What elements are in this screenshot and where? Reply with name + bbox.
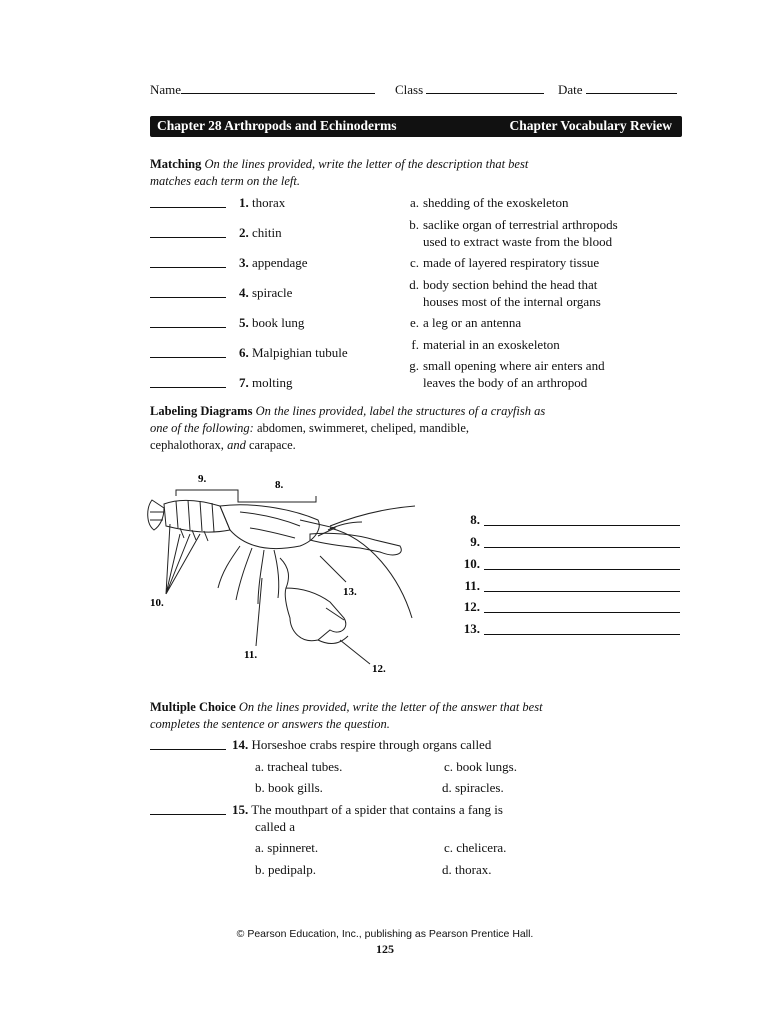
bracket-8 [238,496,316,502]
class-label: Class [395,82,424,97]
crayfish-drawing [148,490,415,664]
q15-option-a: a. spinneret. [255,840,319,855]
answer-blank-3[interactable] [150,267,226,268]
diagram-answer-10[interactable]: 10. [456,556,480,572]
diagram-label-13: 13. [343,586,357,598]
diagram-answer-11[interactable]: 11. [456,578,480,594]
name-line[interactable] [181,82,375,94]
term-item-4: 4. spiracle [239,285,293,300]
class-field[interactable] [395,82,544,98]
description-c: c. made of layered respiratory tissue [409,255,600,270]
answer-blank-6[interactable] [150,357,226,358]
diagram-label-12: 12. [372,663,386,675]
name-label: Name [150,82,182,97]
name-field[interactable] [150,82,375,98]
q14-option-b: b. book gills. [255,780,323,795]
chapter-banner [150,116,682,137]
question-15: 15. The mouthpart of a spider that contains a fang is [232,802,503,817]
description-d: d. body section behind the head that houses most of the internal organs [409,277,601,309]
term-item-2: 2. chitin [239,225,282,240]
diagram-answer-8[interactable]: 8. [456,512,480,528]
diagram-answer-9[interactable]: 9. [456,534,480,550]
page-number: 125 [376,942,394,956]
diagram-label-10: 10. [150,597,164,609]
answer-blank-1[interactable] [150,207,226,208]
diagram-label-8: 8. [275,479,284,491]
description-e: e. a leg or an antenna [409,315,522,330]
q14-option-c: c. book lungs. [444,759,517,774]
term-item-7: 7. molting [239,375,293,390]
term-item-3: 3. appendage [239,255,308,270]
term-item-1: 1. thorax [239,195,286,210]
answer-blank-4[interactable] [150,297,226,298]
labeling-instructions: Labeling Diagrams On the lines provided, label the structures of a crayfish as one of the following: abdomen, swimmeret, cheliped, mandible, cephalothorax, and carapace. [150,404,546,452]
class-line[interactable] [426,82,544,94]
description-b: b. saclike organ of terrestrial arthropods used to extract waste from the blood [409,217,618,249]
date-line[interactable] [586,82,677,94]
copyright-footer: © Pearson Education, Inc., publishing as Pearson Prentice Hall. [236,928,534,940]
chapter-title: Chapter 28 Arthropods and Echinoderms [157,118,397,133]
mc-instructions: Multiple Choice On the lines provided, write the letter of the answer that best completes the sentence or answers the question. [150,700,543,731]
date-label: Date [558,82,583,97]
crayfish-diagram [140,468,440,678]
date-field[interactable] [558,82,677,98]
labeling-title: Labeling Diagrams [150,404,253,418]
diagram-label-11: 11. [244,649,258,661]
bracket-9 [176,490,238,496]
term-item-5: 5. book lung [239,315,305,330]
matching-instructions-text: On the lines provided, write the letter of the description that best matches each term on the left. [150,157,529,188]
matching-title: Matching [150,157,202,171]
answer-blank-7[interactable] [150,387,226,388]
diagram-answer-12[interactable]: 12. [456,599,480,615]
q15-option-b: b. pedipalp. [255,862,317,877]
q14-option-a: a. tracheal tubes. [255,759,343,774]
description-g: g. small opening where air enters and leaves the body of an arthropod [409,358,605,390]
description-f: f. material in an exoskeleton [411,337,560,352]
question-14: 14. Horseshoe crabs respire through organs called [232,737,492,752]
q14-option-d: d. spiracles. [442,780,504,795]
diagram-answer-13[interactable]: 13. [456,621,480,637]
matching-instructions [150,156,570,190]
diagram-label-9: 9. [198,473,207,485]
review-title: Chapter Vocabulary Review [509,118,672,133]
term-item-6: 6. Malpighian tubule [239,345,348,360]
answer-blank-2[interactable] [150,237,226,238]
mc-title: Multiple Choice [150,700,236,714]
mc-answer-blank-15[interactable] [150,814,226,815]
mc-answer-blank-14[interactable] [150,749,226,750]
question-15-cont: called a [255,819,296,834]
q15-option-d: d. thorax. [442,862,492,877]
q15-option-c: c. chelicera. [444,840,507,855]
answer-blank-5[interactable] [150,327,226,328]
description-a: a. shedding of the exoskeleton [409,195,569,210]
